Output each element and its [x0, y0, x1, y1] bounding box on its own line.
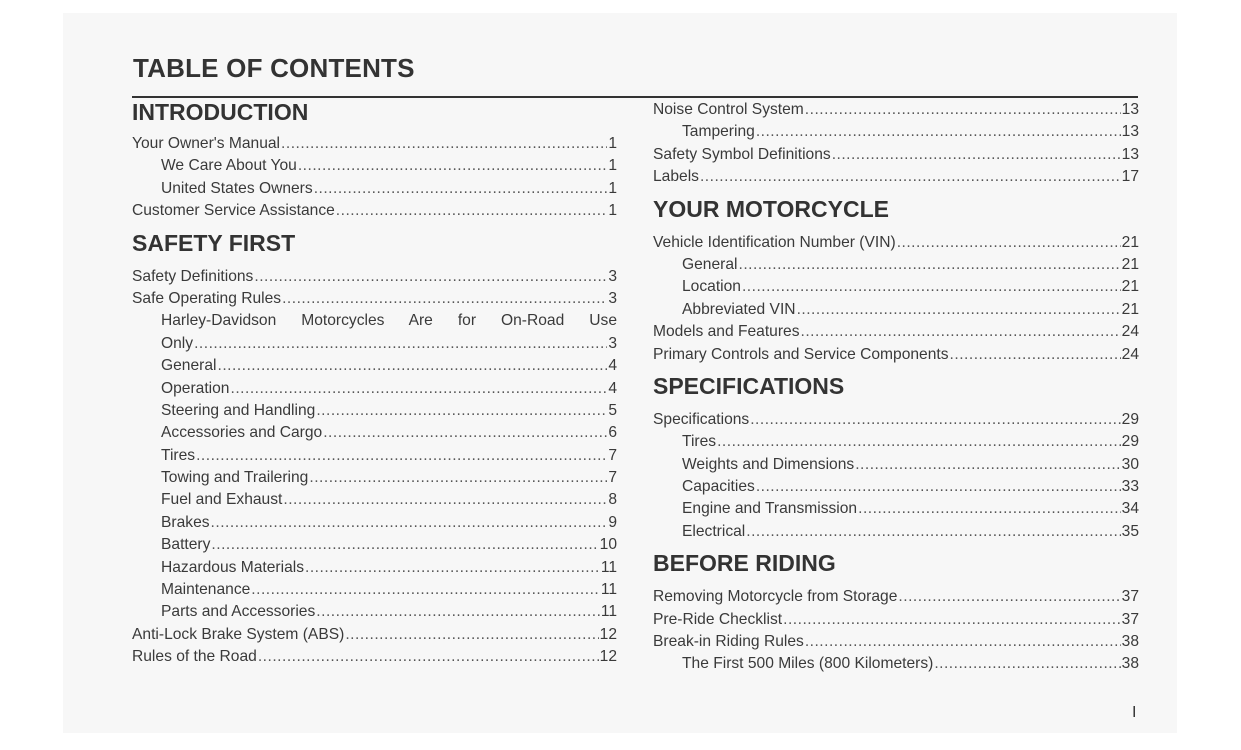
toc-entry-title: Primary Controls and Service Components — [653, 345, 949, 363]
toc-entry[interactable] — [653, 99, 1139, 121]
dot-leader — [801, 321, 1121, 343]
toc-section-continued — [653, 99, 1139, 189]
toc-entry-page: 7 — [608, 469, 617, 487]
dot-leader — [756, 121, 1121, 143]
toc-entry-title: General — [682, 255, 738, 273]
section-heading: YOUR MOTORCYCLE — [653, 195, 889, 222]
dot-leader — [305, 557, 600, 579]
toc-entry-list — [653, 409, 1139, 543]
toc-entry-page: 3 — [608, 267, 617, 285]
toc-entry[interactable] — [653, 498, 1139, 520]
toc-entry-title: Noise Control System — [653, 101, 804, 118]
toc-right-column — [653, 97, 1139, 680]
toc-entry-page: 10 — [599, 536, 617, 554]
toc-entry[interactable] — [132, 310, 617, 332]
toc-entry[interactable] — [653, 344, 1139, 366]
toc-entry-list — [132, 266, 617, 669]
toc-entry-title: Models and Features — [653, 323, 800, 341]
dot-leader — [858, 498, 1121, 520]
dot-leader — [345, 624, 598, 646]
toc-entry-title: Fuel and Exhaust — [161, 491, 283, 509]
dot-leader — [316, 601, 600, 623]
toc-entry-page: 5 — [608, 401, 617, 419]
toc-entry-title: Break-in Riding Rules — [653, 633, 804, 651]
toc-entry-page: 9 — [608, 513, 617, 531]
toc-left-column — [132, 97, 617, 673]
toc-entry-title: Weights and Dimensions — [682, 455, 855, 473]
toc-section-specifications — [653, 370, 1139, 543]
dot-leader — [211, 534, 598, 556]
toc-entry[interactable] — [132, 266, 617, 288]
toc-entry-page: 13 — [1121, 145, 1139, 163]
toc-entry[interactable] — [132, 333, 617, 355]
toc-entry[interactable] — [132, 445, 617, 467]
dot-leader — [756, 476, 1121, 498]
toc-entry-title: Hazardous Materials — [161, 558, 305, 576]
toc-entry-title: Vehicle Identification Number (VIN) — [653, 233, 896, 251]
dot-leader — [783, 609, 1121, 631]
toc-entry[interactable] — [132, 378, 617, 400]
toc-entry[interactable] — [653, 631, 1139, 653]
toc-entry-title: Operation — [161, 379, 230, 397]
toc-entry-page: 13 — [1121, 101, 1139, 118]
toc-entry[interactable] — [132, 489, 617, 511]
toc-entry-page: 11 — [600, 603, 617, 621]
toc-entry-title: Harley-Davidson Motorcycles Are for On-Road Use — [161, 312, 617, 330]
dot-leader — [950, 344, 1121, 366]
dot-leader — [805, 631, 1121, 653]
toc-entry[interactable] — [653, 586, 1139, 608]
page-title: TABLE OF CONTENTS — [133, 53, 415, 83]
toc-entry-page: 1 — [608, 157, 617, 175]
toc-entry-title: Only — [161, 334, 194, 352]
toc-entry-title: Labels — [653, 168, 699, 186]
toc-entry[interactable] — [132, 355, 617, 377]
toc-entry-title: The First 500 Miles (800 Kilometers) — [682, 655, 934, 673]
dot-leader — [230, 378, 607, 400]
toc-entry-page: 3 — [608, 334, 617, 352]
toc-entry-page: 30 — [1121, 455, 1139, 473]
dot-leader — [282, 288, 607, 310]
toc-entry[interactable] — [653, 609, 1139, 631]
dot-leader — [855, 454, 1120, 476]
toc-section-introduction — [132, 97, 617, 223]
dot-leader — [797, 299, 1121, 321]
toc-entry[interactable] — [653, 454, 1139, 476]
toc-entry[interactable] — [132, 422, 617, 444]
dot-leader — [323, 422, 607, 444]
toc-entry[interactable] — [132, 200, 617, 222]
section-heading: BEFORE RIDING — [653, 550, 836, 577]
toc-entry-page: 6 — [608, 424, 617, 442]
dot-leader — [742, 276, 1121, 298]
toc-entry-page: 38 — [1121, 655, 1139, 673]
section-heading: SPECIFICATIONS — [653, 372, 845, 399]
toc-entry-list — [653, 99, 1139, 189]
toc-section-before-riding — [653, 547, 1139, 676]
toc-entry-page: 11 — [600, 581, 617, 599]
toc-entry-page: 24 — [1121, 345, 1139, 363]
section-heading: SAFETY FIRST — [132, 229, 296, 256]
toc-entry[interactable] — [132, 557, 617, 579]
toc-entry-page: 29 — [1121, 410, 1139, 428]
toc-entry-title: Customer Service Assistance — [132, 202, 335, 220]
toc-entry-page: 29 — [1121, 433, 1139, 451]
toc-entry-title: We Care About You — [161, 157, 297, 175]
dot-leader — [934, 653, 1120, 675]
toc-entry-title: Capacities — [682, 478, 755, 496]
dot-leader — [750, 409, 1120, 431]
toc-entry[interactable] — [132, 133, 617, 155]
toc-entry-page: 1 — [608, 135, 617, 152]
toc-entry-title: Specifications — [653, 410, 750, 428]
toc-entry[interactable] — [653, 431, 1139, 453]
toc-entry-title: Safety Symbol Definitions — [653, 145, 831, 163]
toc-entry-page: 17 — [1121, 168, 1139, 186]
toc-entry-title: Abbreviated VIN — [682, 300, 796, 318]
toc-entry[interactable] — [653, 254, 1139, 276]
toc-entry[interactable] — [653, 476, 1139, 498]
toc-entry-title: Tires — [161, 446, 196, 464]
dot-leader — [336, 200, 608, 222]
toc-entry-title: Safety Definitions — [132, 267, 254, 285]
toc-entry-title: Accessories and Cargo — [161, 424, 323, 442]
dot-leader — [251, 579, 600, 601]
toc-entry-page: 24 — [1121, 323, 1139, 341]
dot-leader — [254, 266, 607, 288]
section-heading: INTRODUCTION — [132, 99, 309, 125]
toc-entry-title: Towing and Trailering — [161, 469, 309, 487]
toc-entry-title: Anti-Lock Brake System (ABS) — [132, 625, 345, 643]
toc-entry-page: 38 — [1121, 633, 1139, 651]
toc-entry[interactable] — [132, 512, 617, 534]
toc-entry[interactable] — [653, 232, 1139, 254]
dot-leader — [314, 178, 608, 200]
toc-entry[interactable] — [653, 521, 1139, 543]
toc-entry[interactable] — [132, 646, 617, 668]
toc-entry[interactable] — [653, 321, 1139, 343]
toc-entry[interactable] — [653, 121, 1139, 143]
toc-entry[interactable] — [132, 400, 617, 422]
toc-entry[interactable] — [132, 288, 617, 310]
toc-section-your-motorcycle — [653, 193, 1139, 366]
toc-entry-title: General — [161, 357, 217, 375]
toc-entry-title: Your Owner's Manual — [132, 135, 281, 152]
toc-entry[interactable] — [132, 579, 617, 601]
toc-entry[interactable] — [653, 653, 1139, 675]
toc-entry-page: 8 — [608, 491, 617, 509]
toc-entry-page: 34 — [1121, 500, 1139, 518]
toc-entry-page: 21 — [1121, 233, 1139, 251]
toc-entry-page: 37 — [1121, 588, 1139, 606]
toc-entry-title: Tires — [682, 433, 717, 451]
dot-leader — [717, 431, 1121, 453]
toc-entry-title: Steering and Handling — [161, 401, 316, 419]
toc-entry-title: Brakes — [161, 513, 210, 531]
toc-entry[interactable] — [132, 467, 617, 489]
dot-leader — [283, 489, 607, 511]
toc-entry-page: 11 — [600, 558, 617, 576]
toc-entry-page: 21 — [1121, 300, 1139, 318]
dot-leader — [738, 254, 1120, 276]
toc-entry[interactable] — [653, 276, 1139, 298]
dot-leader — [805, 99, 1121, 121]
toc-entry-title: Parts and Accessories — [161, 603, 316, 621]
dot-leader — [217, 355, 607, 377]
dot-leader — [258, 646, 599, 668]
toc-entry-page: 4 — [608, 379, 617, 397]
toc-entry-title: Pre-Ride Checklist — [653, 610, 783, 628]
toc-entry-title: Safe Operating Rules — [132, 289, 282, 307]
dot-leader — [196, 445, 607, 467]
page-number: I — [1132, 704, 1137, 721]
toc-entry-title: Battery — [161, 536, 211, 554]
dot-leader — [898, 586, 1120, 608]
dot-leader — [309, 467, 607, 489]
toc-entry-page: 12 — [599, 648, 617, 666]
toc-entry-list — [653, 586, 1139, 676]
toc-entry[interactable] — [132, 601, 617, 623]
toc-entry-page: 1 — [608, 179, 617, 197]
dot-leader — [700, 166, 1121, 188]
dot-leader — [281, 133, 607, 155]
toc-entry-title: Electrical — [682, 522, 746, 540]
toc-entry-title: Maintenance — [161, 581, 251, 599]
toc-entry-page: 33 — [1121, 478, 1139, 496]
toc-entry-title: Engine and Transmission — [682, 500, 858, 518]
toc-entry-page: 12 — [599, 625, 617, 643]
toc-entry-page: 21 — [1121, 278, 1139, 296]
toc-entry-title: Location — [682, 278, 741, 296]
toc-entry-list — [653, 232, 1139, 366]
dot-leader — [897, 232, 1121, 254]
toc-entry-page: 13 — [1121, 123, 1139, 141]
toc-entry-title: United States Owners — [161, 179, 313, 197]
dot-leader — [832, 144, 1121, 166]
toc-entry-page: 7 — [608, 446, 617, 464]
dot-leader — [746, 521, 1120, 543]
toc-entry-title: Removing Motorcycle from Storage — [653, 588, 898, 606]
toc-entry[interactable] — [653, 166, 1139, 188]
toc-entry-page: 37 — [1121, 610, 1139, 628]
dot-leader — [298, 155, 607, 177]
toc-section-safety-first — [132, 227, 617, 669]
toc-entry[interactable] — [132, 624, 617, 646]
toc-entry-list — [132, 133, 617, 223]
toc-entry-page: 3 — [608, 289, 617, 307]
dot-leader — [211, 512, 608, 534]
toc-entry[interactable] — [132, 534, 617, 556]
toc-entry-page: 1 — [608, 202, 617, 220]
toc-entry[interactable] — [653, 144, 1139, 166]
toc-entry[interactable] — [132, 155, 617, 177]
toc-entry-page: 4 — [608, 357, 617, 375]
toc-entry[interactable] — [653, 409, 1139, 431]
toc-entry-title: Rules of the Road — [132, 648, 257, 666]
toc-entry[interactable] — [132, 178, 617, 200]
toc-entry-title: Tampering — [682, 123, 755, 141]
toc-entry[interactable] — [653, 299, 1139, 321]
dot-leader — [316, 400, 607, 422]
toc-entry-page: 35 — [1121, 522, 1139, 540]
toc-entry-page: 21 — [1121, 255, 1139, 273]
dot-leader — [194, 333, 607, 355]
